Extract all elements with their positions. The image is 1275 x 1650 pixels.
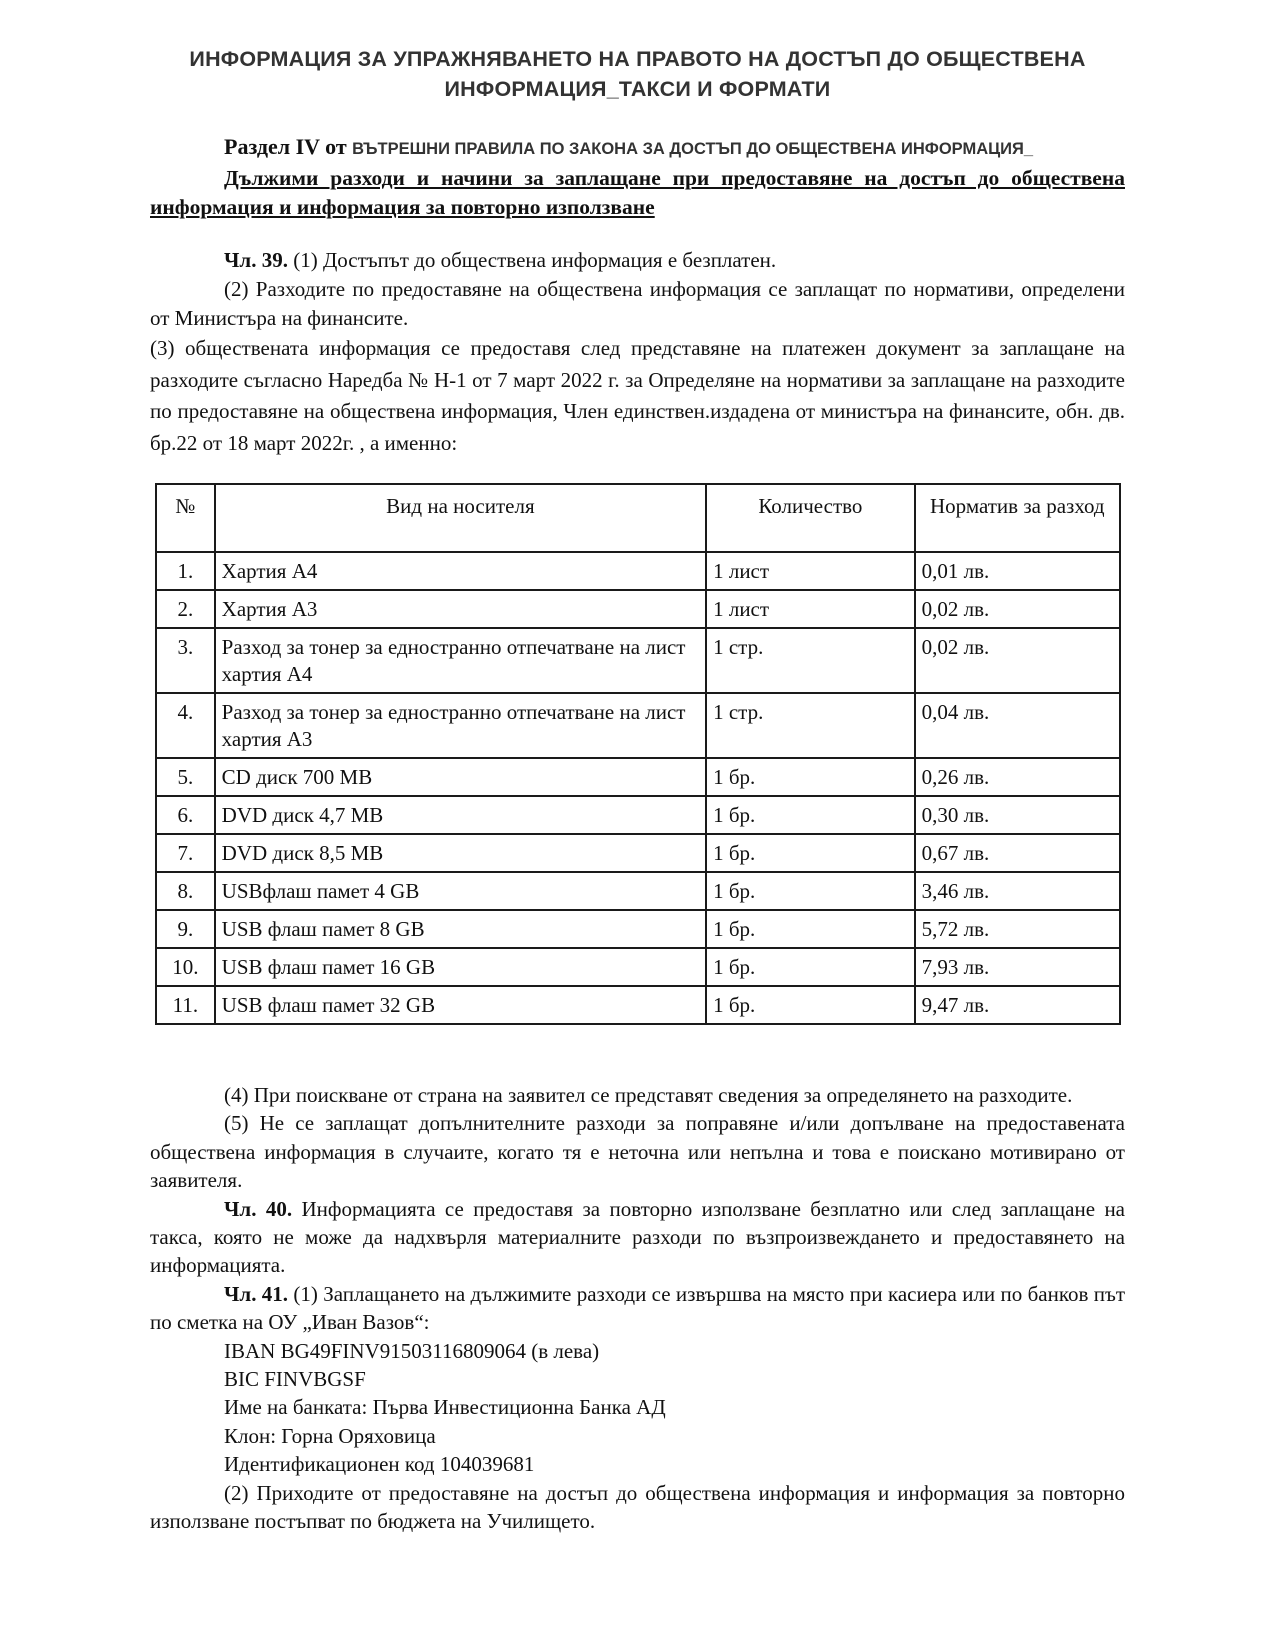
article-40 bbox=[150, 1195, 1125, 1280]
cell-cost-norm: 0,02 лв. bbox=[915, 590, 1120, 628]
table-row bbox=[156, 796, 1120, 834]
bank-id-code: Идентификационен код 104039681 bbox=[224, 1452, 535, 1477]
cell-cost-norm: 3,46 лв. bbox=[915, 872, 1120, 910]
table-row bbox=[156, 693, 1120, 758]
cell-media-type: Разход за тонер за едностранно отпечатване на лист хартия А3 bbox=[215, 693, 706, 758]
cell-cost-norm: 0,67 лв. bbox=[915, 834, 1120, 872]
header-media-type: Вид на носителя bbox=[215, 484, 706, 552]
table-row bbox=[156, 872, 1120, 910]
art39-paragraph-5: (5) Не се заплащат допълнителните разходи за поправяне и/или допълване на предоставената обществена информация в случаите, когато тя е неточна или непълна и това е поискано мотивирано от заявителя. bbox=[150, 1111, 1125, 1193]
art39-p1-text: (1) Достъпът до обществена информация е безплатен. bbox=[293, 248, 777, 272]
cell-cost-norm: 0,01 лв. bbox=[915, 552, 1120, 590]
post-table-text bbox=[150, 1081, 1125, 1536]
cell-media-type: DVD диск 4,7 MB bbox=[215, 796, 706, 834]
cell-number: 3. bbox=[156, 628, 215, 693]
header-quantity: Количество bbox=[706, 484, 915, 552]
art39-paragraph-4: (4) При поискване от страна на заявител се представят сведения за определянето на разходите. bbox=[224, 1083, 1073, 1107]
cell-quantity: 1 стр. bbox=[706, 693, 915, 758]
cell-quantity: 1 стр. bbox=[706, 628, 915, 693]
section-reference bbox=[150, 132, 1125, 164]
cell-quantity: 1 бр. bbox=[706, 948, 915, 986]
table-row bbox=[156, 758, 1120, 796]
table-row bbox=[156, 834, 1120, 872]
art39-paragraph-3: (3) обществената информация се предоставя след представяне на платежен документ за заплащане на разходите съгласно Наредба № Н-1 от 7 март 2022 г. за Определяне на нормативи за заплащане на разходите по предоставяне на обществена информация, Член единствен.издадена от министъра на финансите, обн. дв. бр.22 от 18 март 2022г. , а именно: bbox=[150, 336, 1125, 455]
table-row bbox=[156, 590, 1120, 628]
cell-media-type: USB флаш памет 8 GB bbox=[215, 910, 706, 948]
cell-quantity: 1 бр. bbox=[706, 796, 915, 834]
cell-media-type: USB флаш памет 16 GB bbox=[215, 948, 706, 986]
bank-iban: IBAN BG49FINV91503116809064 (в лева) bbox=[224, 1338, 600, 1363]
cell-cost-norm: 0,02 лв. bbox=[915, 628, 1120, 693]
art39-paragraph-1 bbox=[150, 246, 1125, 275]
section-rules-title: ВЪТРЕШНИ ПРАВИЛА ПО ЗАКОНА ЗА ДОСТЪП ДО ОБЩЕСТВЕНА ИНФОРМАЦИЯ_ bbox=[352, 140, 1034, 158]
cell-quantity: 1 бр. bbox=[706, 986, 915, 1024]
art40-label: Чл. 40. bbox=[224, 1196, 293, 1221]
art41-p1-text: (1) Заплащането на дължимите разходи се извършва на място при касиера или по банков път по сметка на ОУ „Иван Вазов“: bbox=[150, 1281, 1126, 1335]
section-heading bbox=[150, 132, 1125, 222]
article-39 bbox=[150, 246, 1125, 459]
cell-number: 7. bbox=[156, 834, 215, 872]
cell-cost-norm: 0,26 лв. bbox=[915, 758, 1120, 796]
cell-cost-norm: 0,04 лв. bbox=[915, 693, 1120, 758]
table-row bbox=[156, 986, 1120, 1024]
cell-media-type: Хартия А3 bbox=[215, 590, 706, 628]
cell-media-type: USBфлаш памет 4 GB bbox=[215, 872, 706, 910]
cell-quantity: 1 бр. bbox=[706, 872, 915, 910]
cell-quantity: 1 бр. bbox=[706, 834, 915, 872]
cell-media-type: CD диск 700 MB bbox=[215, 758, 706, 796]
section-prefix: Раздел IV от bbox=[224, 134, 347, 159]
table-row bbox=[156, 910, 1120, 948]
bank-branch: Клон: Горна Оряховица bbox=[224, 1423, 436, 1448]
cell-number: 9. bbox=[156, 910, 215, 948]
cell-cost-norm: 9,47 лв. bbox=[915, 986, 1120, 1024]
cell-number: 10. bbox=[156, 948, 215, 986]
cell-number: 5. bbox=[156, 758, 215, 796]
bank-name: Име на банката: Първа Инвестиционна Банка АД bbox=[224, 1395, 666, 1420]
table-header-row bbox=[156, 484, 1120, 552]
cell-cost-norm: 5,72 лв. bbox=[915, 910, 1120, 948]
header-cost-norm: Норматив за разход bbox=[915, 484, 1120, 552]
cell-quantity: 1 бр. bbox=[706, 758, 915, 796]
art41-paragraph-1 bbox=[150, 1280, 1125, 1337]
cell-number: 4. bbox=[156, 693, 215, 758]
cell-quantity: 1 бр. bbox=[706, 910, 915, 948]
cell-cost-norm: 7,93 лв. bbox=[915, 948, 1120, 986]
art40-text: Информацията се предоставя за повторно използване безплатно или след заплащане на такса, която не може да надхвърля материалните разходи по възпроизвеждането и предоставянето на информацията. bbox=[150, 1196, 1125, 1278]
art39-paragraph-2: (2) Разходите по предоставяне на обществена информация се заплащат по нормативи, определени от Министъра на финансите. bbox=[150, 277, 1125, 330]
title-line-1: ИНФОРМАЦИЯ ЗА УПРАЖНЯВАНЕТО НА ПРАВОТО НА ДОСТЪП ДО ОБЩЕСТВЕНА bbox=[189, 47, 1086, 71]
section-subtitle: Дължими разходи и начини за заплащане при предоставяне на достъп до обществена информация и информация за повторно използване bbox=[150, 166, 1125, 219]
cell-number: 1. bbox=[156, 552, 215, 590]
table-row bbox=[156, 948, 1120, 986]
cell-media-type: USB флаш памет 32 GB bbox=[215, 986, 706, 1024]
title-line-2: ИНФОРМАЦИЯ_ТАКСИ И ФОРМАТИ bbox=[444, 77, 831, 101]
cell-media-type: Разход за тонер за едностранно отпечатване на лист хартия А4 bbox=[215, 628, 706, 693]
cell-quantity: 1 лист bbox=[706, 552, 915, 590]
cell-cost-norm: 0,30 лв. bbox=[915, 796, 1120, 834]
cell-number: 2. bbox=[156, 590, 215, 628]
art41-label: Чл. 41. bbox=[224, 1281, 289, 1306]
cell-number: 6. bbox=[156, 796, 215, 834]
art39-label: Чл. 39. bbox=[224, 248, 288, 272]
bank-bic: BIC FINVBGSF bbox=[224, 1367, 366, 1392]
cell-media-type: DVD диск 8,5 MB bbox=[215, 834, 706, 872]
art41-paragraph-2: (2) Приходите от предоставяне на достъп до обществена информация и информация за повторно използване постъпват по бюджета на Училището. bbox=[150, 1480, 1125, 1534]
header-number: № bbox=[156, 484, 215, 552]
document-title bbox=[150, 44, 1125, 104]
cell-quantity: 1 лист bbox=[706, 590, 915, 628]
table-body bbox=[156, 552, 1120, 1024]
table-row bbox=[156, 552, 1120, 590]
cell-media-type: Хартия А4 bbox=[215, 552, 706, 590]
table-row bbox=[156, 628, 1120, 693]
cell-number: 8. bbox=[156, 872, 215, 910]
cell-number: 11. bbox=[156, 986, 215, 1024]
cost-norms-table bbox=[155, 483, 1121, 1025]
